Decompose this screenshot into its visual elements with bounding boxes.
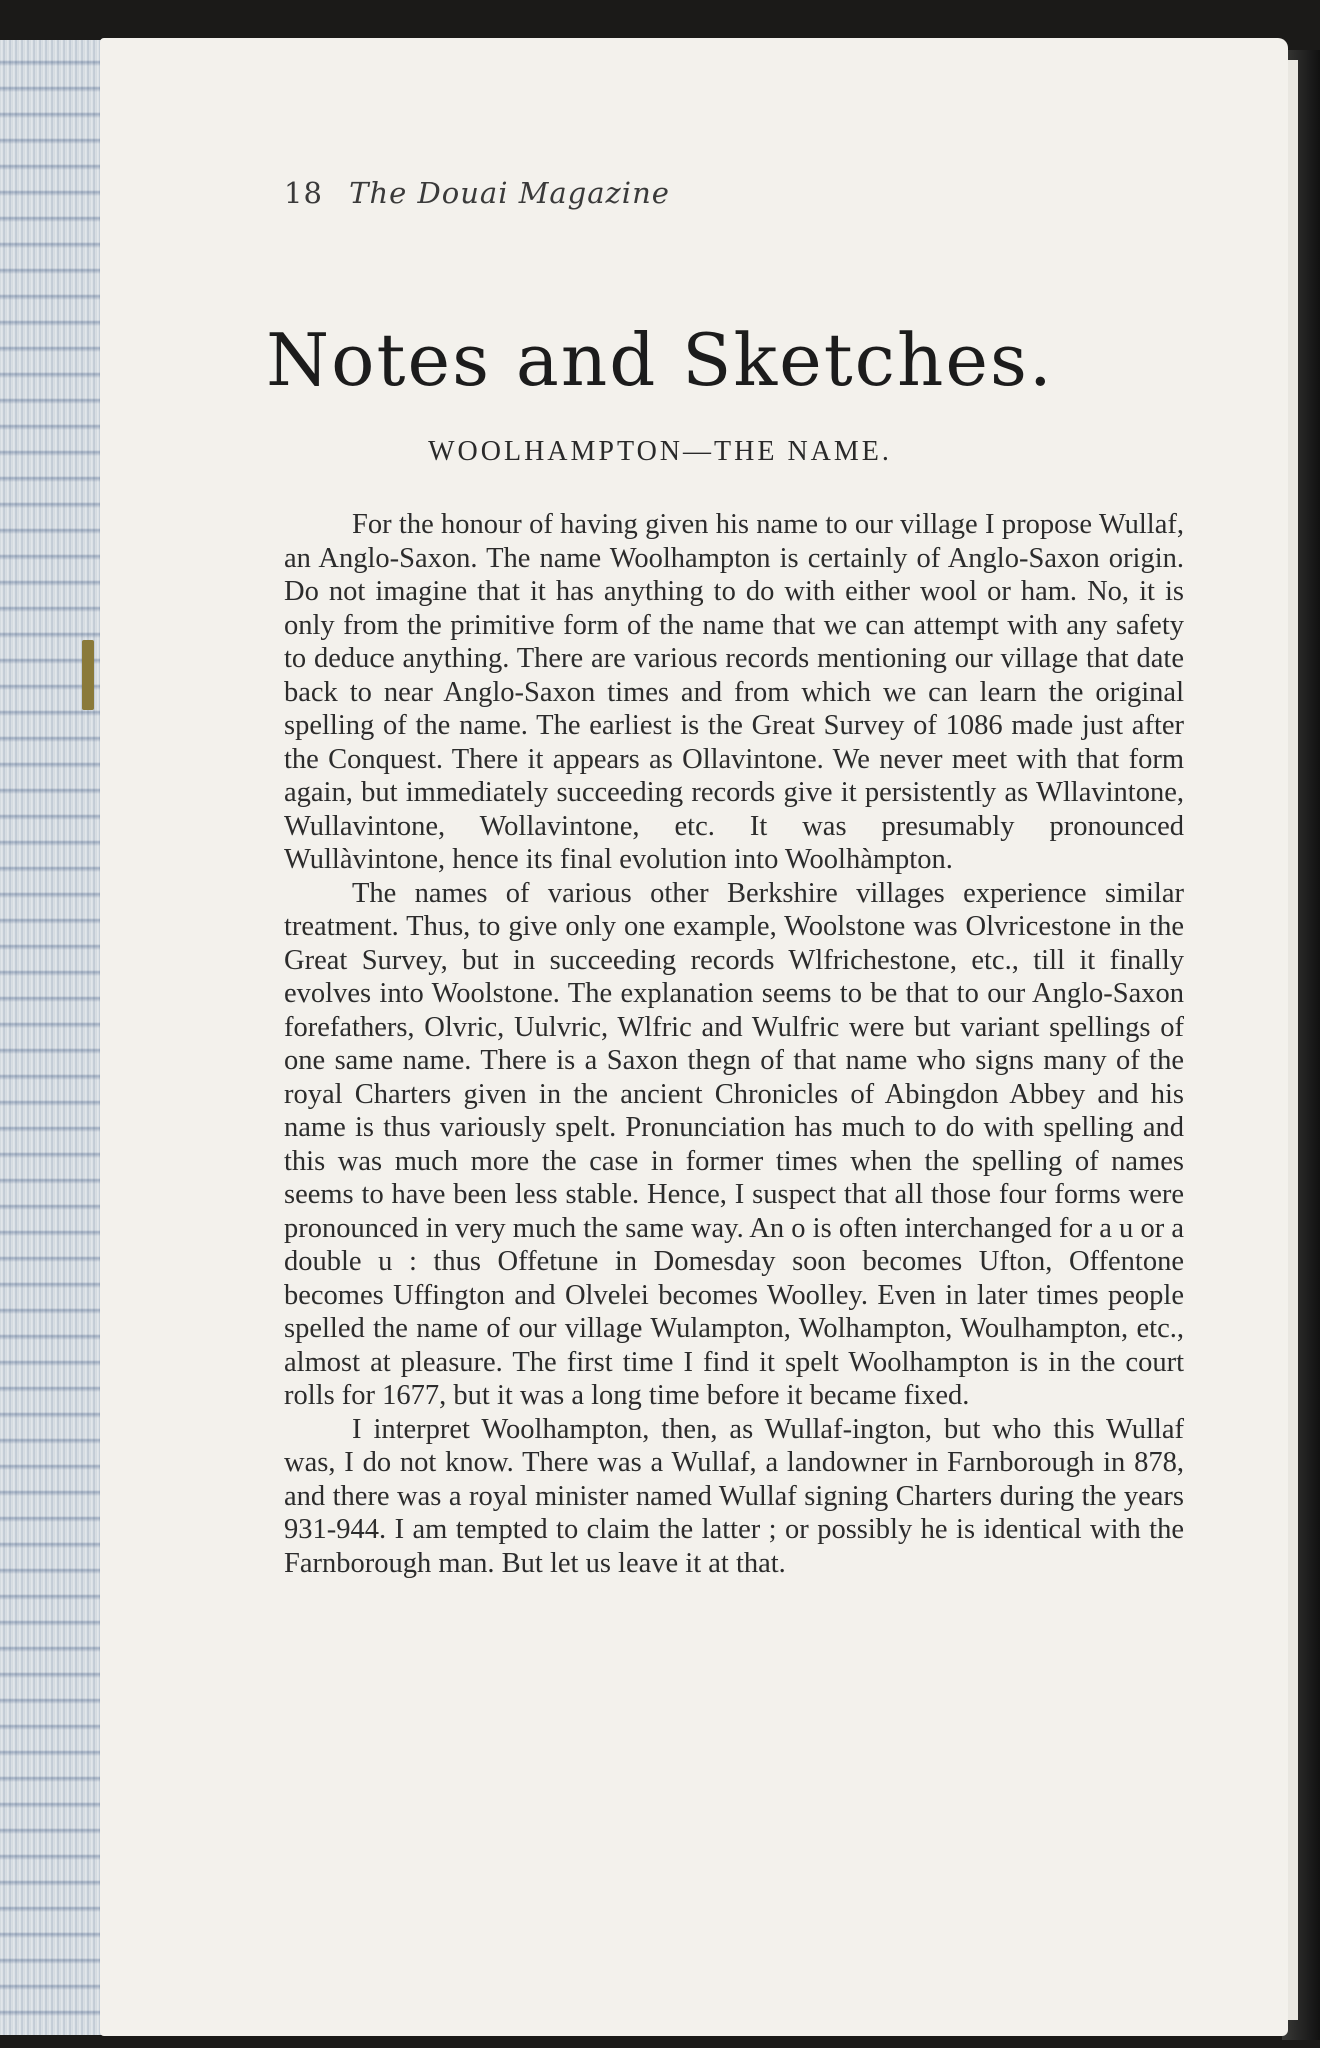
paragraph: The names of various other Berkshire villages experience similar treatment. Thus, to give only one example, Woolstone was Olvricestone in the Great Survey, but in succeeding records Wlfrichestone, etc., till it finally evolves into Woolstone. The explanation seems to be that to our Anglo-Saxon forefathers, Olvric, Uulvric, Wlfric and Wulfric were but variant spellings of one same name. There is a Saxon thegn of that name who signs many of the royal Charters given in the ancient Chronicles of Abingdon Abbey and his name is thus variously spelt. Pronunciation has much to do with spelling and this was much more the case in former times when the spelling of names seems to have been less stable. Hence, I suspect that all those four forms were pronounced in very much the same way. An o is often interchanged for a u or a double u : thus Offetune in Domesday soon becomes Ufton, Offentone becomes Uffington and Olvelei becomes Woolley. Even in later times people spelled the name of our village Wulampton, Wolhampton, Woulhampton, etc., almost at pleasure. The first time I find it spelt Woolhampton is in the court rolls for 1677, but it was a long time before it became fixed. bbox=[284, 877, 1184, 1411]
article-body bbox=[284, 508, 1184, 1580]
page-number: 18 bbox=[284, 176, 323, 210]
running-header bbox=[284, 176, 670, 210]
paragraph: For the honour of having given his name to our village I propose Wullaf, an Anglo-Saxon. The name Woolhampton is certainly of Anglo-Saxon origin. Do not imagine that it has anything to do with either wool or ham. No, it is only from the primitive form of the name that we can attempt with any safety to deduce anything. There are various records mentioning our village that date back to near Anglo-Saxon times and from which we can learn the original spelling of the name. The earliest is the Great Survey of 1086 made just after the Conquest. There it appears as Ollavintone. We never meet with that form again, but immediately succeeding records give it persistently as Wllavintone, Wullavintone, Wollavintone, etc. It was presumably pronounced Wullàvintone, hence its final evolution into Woolhàmpton. bbox=[284, 509, 1184, 875]
article-subtitle: WOOLHAMPTON—THE NAME. bbox=[428, 436, 892, 467]
paragraph: I interpret Woolhampton, then, as Wullaf-ington, but who this Wullaf was, I do not know. There was a Wullaf, a landowner in Farnborough in 878, and there was a royal minister named Wullaf signing Charters during the years 931-944. I am tempted to claim the latter ; or possibly he is identical with the Farnborough man. But let us leave it at that. bbox=[284, 1413, 1184, 1579]
page-edge-tab bbox=[82, 640, 94, 710]
running-title: The Douai Magazine bbox=[349, 176, 670, 210]
section-title: Notes and Sketches. bbox=[266, 318, 1054, 402]
